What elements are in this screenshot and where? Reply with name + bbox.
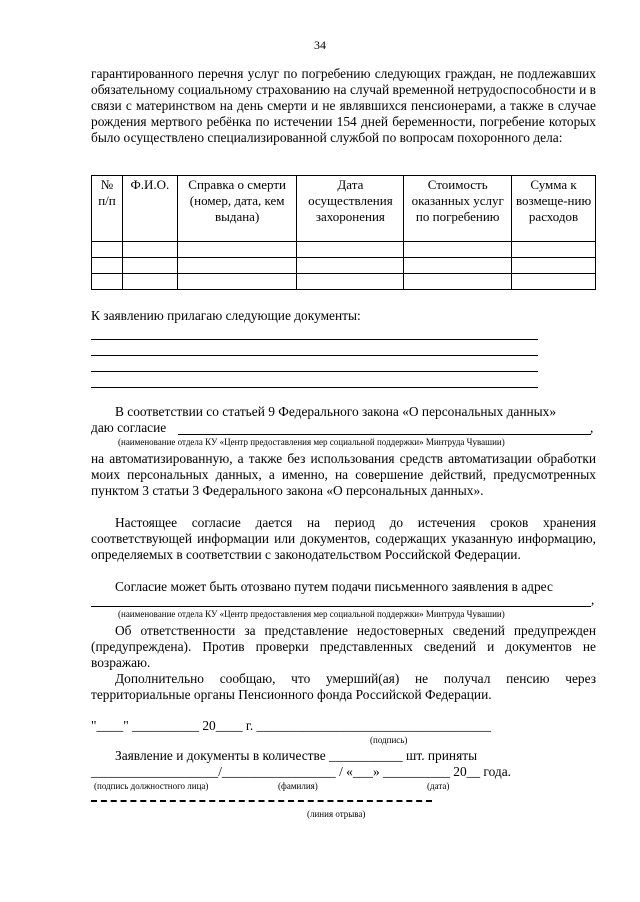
accepted-line[interactable]: Заявление и документы в количестве ___________ шт. приняты [115, 748, 478, 763]
date-caption: (дата) [427, 781, 450, 791]
attachment-line[interactable] [91, 355, 538, 356]
responsibility-text: Об ответственности за представление недостоверных сведений предупрежден (предупреждена). Против проверки представленных сведений и документов не возражаю. [91, 623, 596, 670]
tear-line [91, 800, 432, 802]
table-row[interactable] [92, 242, 596, 258]
col-service-cost: Стоимость оказанных услуг по погребению [404, 176, 512, 242]
revoke-dept-field[interactable] [91, 606, 591, 607]
consent-body: на автоматизированную, а также без использования средств автоматизации обработки моих персональных данных, а именно, на совершение действий, предусмотренных пунктом 3 статьи 3 Федерального закона «О персональных данных». [91, 451, 596, 498]
col-name: Ф.И.О. [122, 176, 177, 242]
table-row[interactable] [92, 274, 596, 290]
date-signature-line[interactable]: "____" __________ 20____ г. ___________________________________ [91, 718, 491, 733]
surname-caption: (фамилия) [278, 781, 318, 791]
signature-caption: (подпись) [370, 735, 408, 745]
official-signature-line[interactable]: ___________________/_________________ / «___» __________ 20__ года. [91, 764, 511, 779]
consent-period: Настоящее согласие дается на период до истечения сроков хранения соответствующей информации или документов, содержащих указанную информацию, определяемых в соответствии с законодательством Российской Федерации. [91, 515, 596, 562]
table-row[interactable] [92, 258, 596, 274]
attachment-line[interactable] [91, 371, 538, 372]
dept-caption-2: (наименование отдела КУ «Центр предоставления мер социальной поддержки» Минтруда Чувашии) [118, 609, 505, 619]
tear-line-caption: (линия отрыва) [307, 809, 366, 819]
dept-caption: (наименование отдела КУ «Центр предоставления мер социальной поддержки» Минтруда Чувашии) [118, 437, 505, 447]
additional-text: Дополнительно сообщаю, что умерший(ая) не получал пенсию через территориальные органы Пенсионного фонда Российской Федерации. [91, 671, 596, 702]
attachment-line[interactable] [91, 387, 538, 388]
official-signature-caption: (подпись должностного лица) [94, 781, 209, 791]
consent-dept-field[interactable] [178, 434, 591, 435]
consent-line1: В соответствии со статьей 9 Федерального закона «О персональных данных» [115, 404, 557, 419]
col-reimbursement: Сумма к возмеще-нию расходов [512, 176, 596, 242]
attachments-label: К заявлению прилагаю следующие документы: [91, 308, 361, 323]
intro-paragraph: гарантированного перечня услуг по погребению следующих граждан, не подлежавших обязательному социальному страхованию на случай временной нетрудоспособности и в связи с материнством на день смерти и не являвшихся пенсионерами, а также в случае рождения мертвого ребёнка по истечении 154 дней беременности, погребение которых было осуществлено специализированной службой по вопросам похоронного дела: [91, 66, 596, 145]
give-consent-label: даю согласие [91, 420, 167, 435]
table-header-row [92, 176, 596, 242]
col-burial-date: Дата осуществления захоронения [297, 176, 404, 242]
col-number: № п/п [92, 176, 123, 242]
col-death-certificate: Справка о смерти (номер, дата, кем выдана) [177, 176, 297, 242]
consent-revoke: Согласие может быть отозвано путем подачи письменного заявления в адрес [115, 579, 553, 594]
attachment-line[interactable] [91, 339, 538, 340]
page-number: 34 [314, 38, 326, 52]
deceased-table [91, 175, 596, 290]
